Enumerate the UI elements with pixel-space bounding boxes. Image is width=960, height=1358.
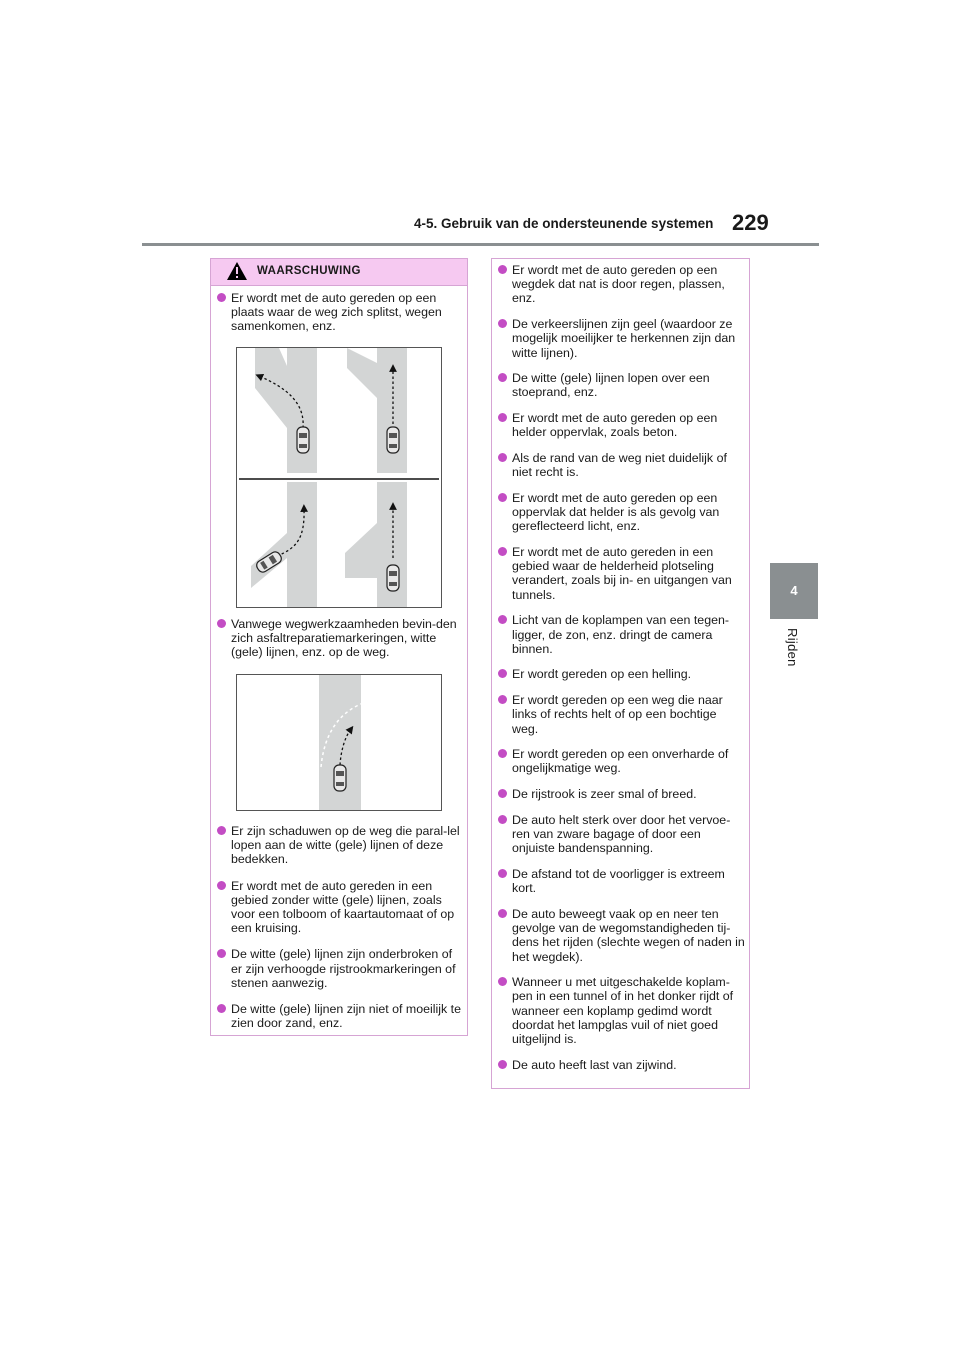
list-item: De auto helt sterk over door het vervoe-ren van zware bagage of door een onjuiste bandenspanning. [495,813,745,856]
list-item: De auto beweegt vaak op en neer ten gevolge van de wegomstandigheden tij-dens het rijden (slechte wegen of naden in het wegdek). [495,907,745,964]
repair-marking-diagram [237,675,441,810]
warning-list-mid [214,617,462,660]
list-item: Er wordt met de auto gereden op een helder oppervlak, zoals beton. [495,411,745,439]
list-item: Wanneer u met uitgeschakelde koplam-pen in een tunnel of in het donker rijdt of wanneer een koplamp gedimd wordt doordat het lampglas vuil of niet goed uitgelijnd is. [495,975,745,1046]
road-shape [347,348,407,473]
list-item: Er wordt met de auto gereden op een oppervlak dat helder is als gevolg van gereflecteerd licht, enz. [495,491,745,534]
list-item: De witte (gele) lijnen lopen over een stoeprand, enz. [495,371,745,399]
section-title: 4-5. Gebruik van de ondersteunende systemen [414,216,714,231]
warning-list-top [214,291,462,334]
road-split-diagram [237,348,441,607]
road-shape [255,348,317,473]
list-item: Er wordt gereden op een helling. [495,667,745,681]
road-split-figure [236,347,442,608]
road-shape [251,482,317,607]
list-item: De verkeerslijnen zijn geel (waardoor ze mogelijk moeilijker te herkennen zijn dan witte lijnen). [495,317,745,360]
right-condition-list [495,263,745,1072]
chapter-label: Rijden [785,628,800,667]
car-icon [387,427,399,453]
list-item: Als de rand van de weg niet duidelijk of niet recht is. [495,451,745,479]
list-item: Er zijn schaduwen op de weg die paral-lel lopen aan de witte (gele) lijnen of deze bedekken. [214,824,462,867]
list-item: Vanwege wegwerkzaamheden bevin-den zich asfaltreparatiemarkeringen, witte (gele) lijnen, enz. op de weg. [214,617,462,660]
chapter-tab[interactable]: 4 [770,563,818,619]
car-icon [297,427,309,453]
list-item: Licht van de koplampen van een tegen-ligger, de zon, enz. dringt de camera binnen. [495,613,745,656]
list-item: De rijstrook is zeer smal of breed. [495,787,745,801]
list-item: De witte (gele) lijnen zijn onderbroken of er zijn verhoogde rijstrookmarkeringen of stenen aanwezig. [214,947,462,990]
header-divider [142,243,819,246]
list-item: Er wordt met de auto gereden op een wegdek dat nat is door regen, plassen, enz. [495,263,745,306]
list-item: De afstand tot de voorligger is extreem kort. [495,867,745,895]
warning-list-bottom [214,824,462,1030]
list-item: Er wordt met de auto gereden in een gebied waar de helderheid plotseling verandert, zoals bij in- en uitgangen van tunnels. [495,545,745,602]
page-number: 229 [732,210,769,235]
car-icon [334,765,346,791]
list-item: Er wordt met de auto gereden in een gebied zonder witte (gele) lijnen, zoals voor een tolboom of kaartautomaat of op een kruising. [214,879,462,936]
warning-triangle-icon [226,261,248,281]
list-item: De auto heeft last van zijwind. [495,1058,745,1072]
list-item: Er wordt met de auto gereden op een plaats waar de weg zich splitst, wegen samenkomen, enz. [214,291,462,334]
warning-header [211,259,467,286]
list-item: Er wordt gereden op een onverharde of ongelijkmatige weg. [495,747,745,775]
repair-marking-figure [236,674,442,811]
car-icon [387,565,399,591]
warning-title: WAARSCHUWING [257,265,361,277]
list-item: De witte (gele) lijnen zijn niet of moeilijk te zien door zand, enz. [214,1002,462,1030]
list-item: Er wordt gereden op een weg die naar links of rechts helt of op een bochtige weg. [495,693,745,736]
